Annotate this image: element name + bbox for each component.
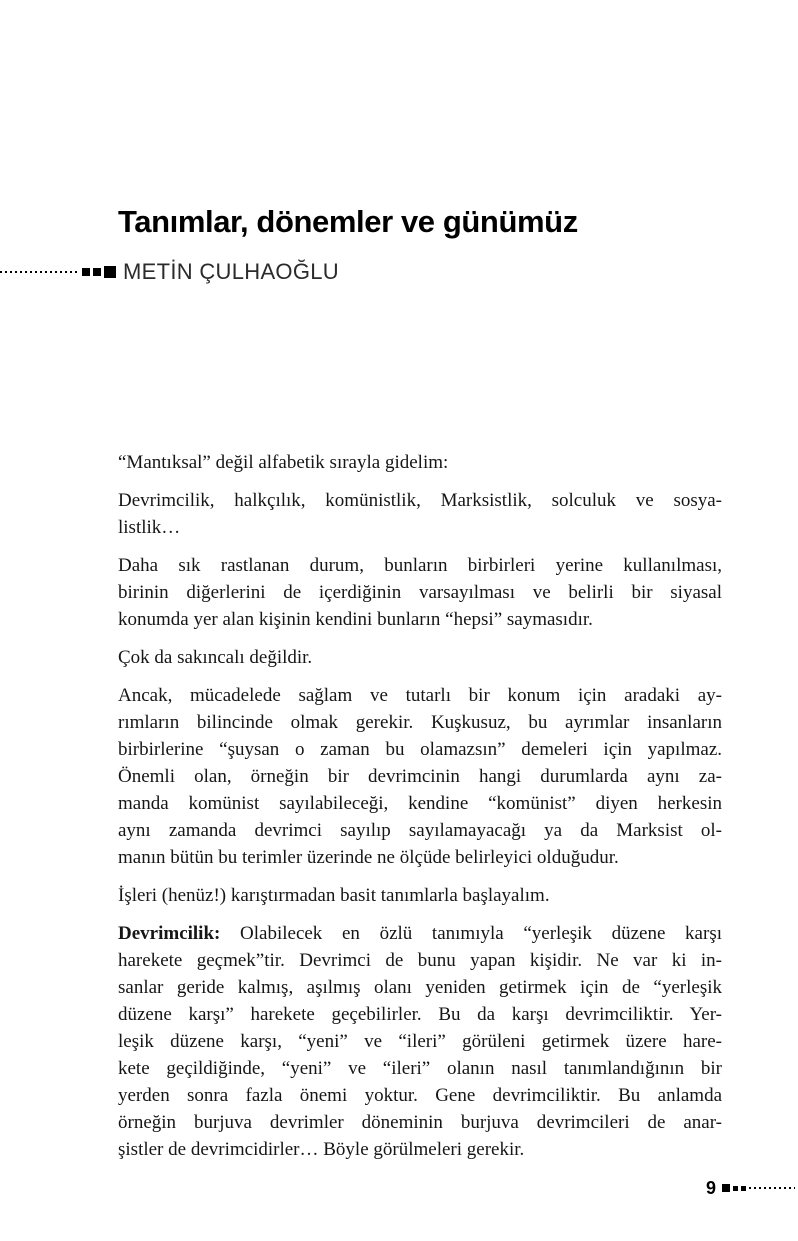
text-line: leşik düzene karşı, “yeni” ve “ileri” görüleni getirmek üzere hare-	[118, 1031, 722, 1052]
text-line: Çok da sakıncalı değildir.	[118, 647, 313, 668]
page-title: Tanımlar, dönemler ve günümüz	[118, 204, 578, 239]
text-line: Devrimcilik: Olabilecek en özlü tanımıyla “yerleşik düzene karşı	[118, 923, 722, 944]
paragraph	[118, 644, 722, 671]
text-line: harekete geçmek”tir. Devrimci de bunu yapan kişidir. Ne var ki in-	[118, 950, 722, 971]
paragraph	[118, 487, 722, 541]
page-number: 9	[705, 1178, 716, 1198]
square-bullet-icon	[741, 1186, 746, 1191]
text-line: aynı zamanda devrimci sayılıp sayılamayacağı ya da Marksist ol-	[118, 820, 722, 841]
paragraph	[118, 682, 722, 871]
text-line: Ancak, mücadelede sağlam ve tutarlı bir konum için aradaki ay-	[118, 685, 722, 706]
author-row	[0, 260, 339, 284]
text-line: rımların bilincinde olmak gerekir. Kuşkusuz, bu ayrımlar insanların	[118, 712, 722, 733]
text-line: birbirlerine “şuysan o zaman bu olamazsın” demeleri için yapılmaz.	[118, 739, 722, 760]
text-line: Daha sık rastlanan durum, bunların birbirleri yerine kullanılması,	[118, 555, 722, 576]
square-bullet-icon	[93, 268, 101, 276]
text-line: şistler de devrimcidirler… Böyle görülmeleri gerekir.	[118, 1139, 525, 1160]
square-bullet-icon	[722, 1184, 730, 1192]
paragraph	[118, 882, 722, 909]
text-line: sanlar geride kalmış, aşılmış olanı yeniden getirmek için de “yerleşik	[118, 977, 722, 998]
paragraph	[118, 449, 722, 476]
square-bullet-icon	[733, 1186, 738, 1191]
author-name: METİN ÇULHAOĞLU	[123, 259, 339, 284]
dotted-rule-right-icon	[749, 1187, 795, 1189]
paragraph	[118, 920, 722, 1163]
text-line: listlik…	[118, 517, 181, 538]
square-bullet-icon	[82, 268, 90, 276]
text-line: örneğin burjuva devrimler döneminin burjuva devrimcileri de anar-	[118, 1112, 722, 1133]
text-line: manda komünist sayılabileceği, kendine “komünist” diyen herkesin	[118, 793, 722, 814]
text-line: Önemli olan, örneğin bir devrimcinin hangi durumlarda aynı za-	[118, 766, 722, 787]
square-bullet-icon	[104, 266, 116, 278]
text-line: düzene karşı” harekete geçebilirler. Bu da karşı devrimciliktir. Yer-	[118, 1004, 722, 1025]
paragraph	[118, 552, 722, 633]
text-line: İşleri (henüz!) karıştırmadan basit tanımlarla başlayalım.	[118, 885, 550, 906]
text-line: birinin diğerlerini de içerdiğinin varsayılması ve belirli bir siyasal	[118, 582, 722, 603]
text-line: konumda yer alan kişinin kendini bunların “hepsi” saymasıdır.	[118, 609, 593, 630]
term-bold: Devrimcilik:	[118, 923, 221, 944]
text-line: kete geçildiğinde, “yeni” ve “ileri” olanın nasıl tanımlandığının bir	[118, 1058, 722, 1079]
dotted-rule-left-icon	[0, 271, 79, 273]
body-text	[118, 449, 722, 1163]
page-footer	[0, 1177, 795, 1199]
text-line: yerden sonra fazla önemi yoktur. Gene devrimciliktir. Bu anlamda	[118, 1085, 722, 1106]
text-line: Devrimcilik, halkçılık, komünistlik, Marksistlik, solculuk ve sosya-	[118, 490, 722, 511]
text-line: manın bütün bu terimler üzerinde ne ölçüde belirleyici olduğudur.	[118, 847, 619, 868]
text-line: “Mantıksal” değil alfabetik sırayla gidelim:	[118, 452, 449, 473]
